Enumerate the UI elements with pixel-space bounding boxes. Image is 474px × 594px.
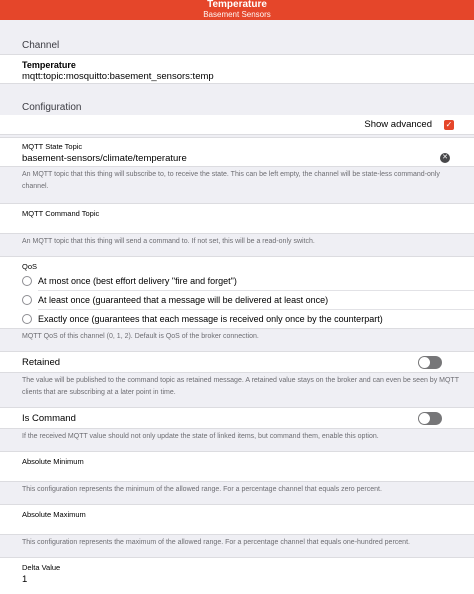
channel-section-title: Channel bbox=[22, 40, 60, 51]
navigation-bar bbox=[0, 0, 474, 20]
retained-row[interactable] bbox=[0, 351, 474, 373]
state-topic-input[interactable]: basement-sensors/climate/temperature bbox=[22, 153, 187, 164]
is-command-toggle[interactable] bbox=[418, 412, 442, 425]
command-topic-note: An MQTT topic that this thing will send a command to. If not set, this will be a read-only switch. bbox=[22, 238, 315, 245]
qos-option-label: At least once (guaranteed that a message will be delivered at least once) bbox=[38, 294, 329, 305]
qos-option-1[interactable] bbox=[22, 290, 328, 309]
radio-icon[interactable] bbox=[22, 276, 32, 286]
command-topic-card[interactable] bbox=[0, 203, 474, 234]
qos-option-0[interactable] bbox=[22, 271, 237, 290]
command-topic-input[interactable] bbox=[22, 220, 442, 232]
radio-icon[interactable] bbox=[22, 314, 32, 324]
delta-card[interactable] bbox=[0, 557, 474, 594]
qos-option-2[interactable] bbox=[22, 309, 383, 328]
page-title: Temperature bbox=[207, 0, 267, 10]
delta-label: Delta Value bbox=[22, 563, 61, 572]
channel-name: Temperature bbox=[22, 60, 76, 70]
retained-label: Retained bbox=[22, 357, 61, 368]
state-topic-note: An MQTT topic that this thing will subscribe to, to receive the state. This can be left empty, the channel will be state-less command-only channel. bbox=[22, 171, 440, 190]
abs-min-card[interactable] bbox=[0, 451, 474, 482]
is-command-label: Is Command bbox=[22, 413, 76, 424]
retained-note: The value will be published to the command topic as retained message. A retained value stays on the broker and can even be seen by MQTT clients that are subscribing at a later point in time. bbox=[22, 377, 459, 396]
delta-input[interactable]: 1 bbox=[22, 574, 28, 585]
abs-min-label: Absolute Minimum bbox=[22, 457, 84, 466]
qos-card bbox=[0, 256, 474, 329]
abs-min-note: This configuration represents the minimum of the allowed range. For a percentage channel that equals zero percent. bbox=[22, 486, 382, 493]
state-topic-label: MQTT State Topic bbox=[22, 142, 83, 151]
channel-uid: mqtt:topic:mosquitto:basement_sensors:temp bbox=[22, 71, 214, 82]
qos-option-label: At most once (best effort delivery "fire and forget") bbox=[38, 275, 237, 286]
clear-icon[interactable]: ✕ bbox=[440, 153, 450, 163]
abs-max-input[interactable] bbox=[22, 521, 442, 533]
configuration-section-title: Configuration bbox=[22, 102, 82, 113]
channel-card bbox=[0, 54, 474, 84]
radio-icon[interactable] bbox=[22, 295, 32, 305]
retained-toggle[interactable] bbox=[418, 356, 442, 369]
page-subtitle: Basement Sensors bbox=[203, 10, 271, 19]
state-topic-card[interactable] bbox=[0, 137, 474, 167]
is-command-note: If the received MQTT value should not only update the state of linked items, but command them, enable this option. bbox=[22, 433, 379, 440]
checkmark-icon: ✓ bbox=[445, 120, 453, 129]
abs-max-label: Absolute Maximum bbox=[22, 510, 86, 519]
is-command-row[interactable] bbox=[0, 407, 474, 429]
qos-option-label: Exactly once (guarantees that each message is received only once by the counterpart) bbox=[38, 313, 383, 324]
abs-min-input[interactable] bbox=[22, 468, 442, 480]
qos-label: QoS bbox=[22, 262, 38, 271]
abs-max-card[interactable] bbox=[0, 504, 474, 535]
show-advanced-checkbox[interactable] bbox=[444, 120, 454, 130]
show-advanced-row[interactable] bbox=[0, 115, 474, 135]
qos-note: MQTT QoS of this channel (0, 1, 2). Default is QoS of the broker connection. bbox=[22, 333, 259, 340]
abs-max-note: This configuration represents the maximum of the allowed range. For a percentage channel that equals one-hundred percent. bbox=[22, 539, 410, 546]
show-advanced-label: Show advanced bbox=[364, 119, 432, 130]
command-topic-label: MQTT Command Topic bbox=[22, 209, 100, 218]
